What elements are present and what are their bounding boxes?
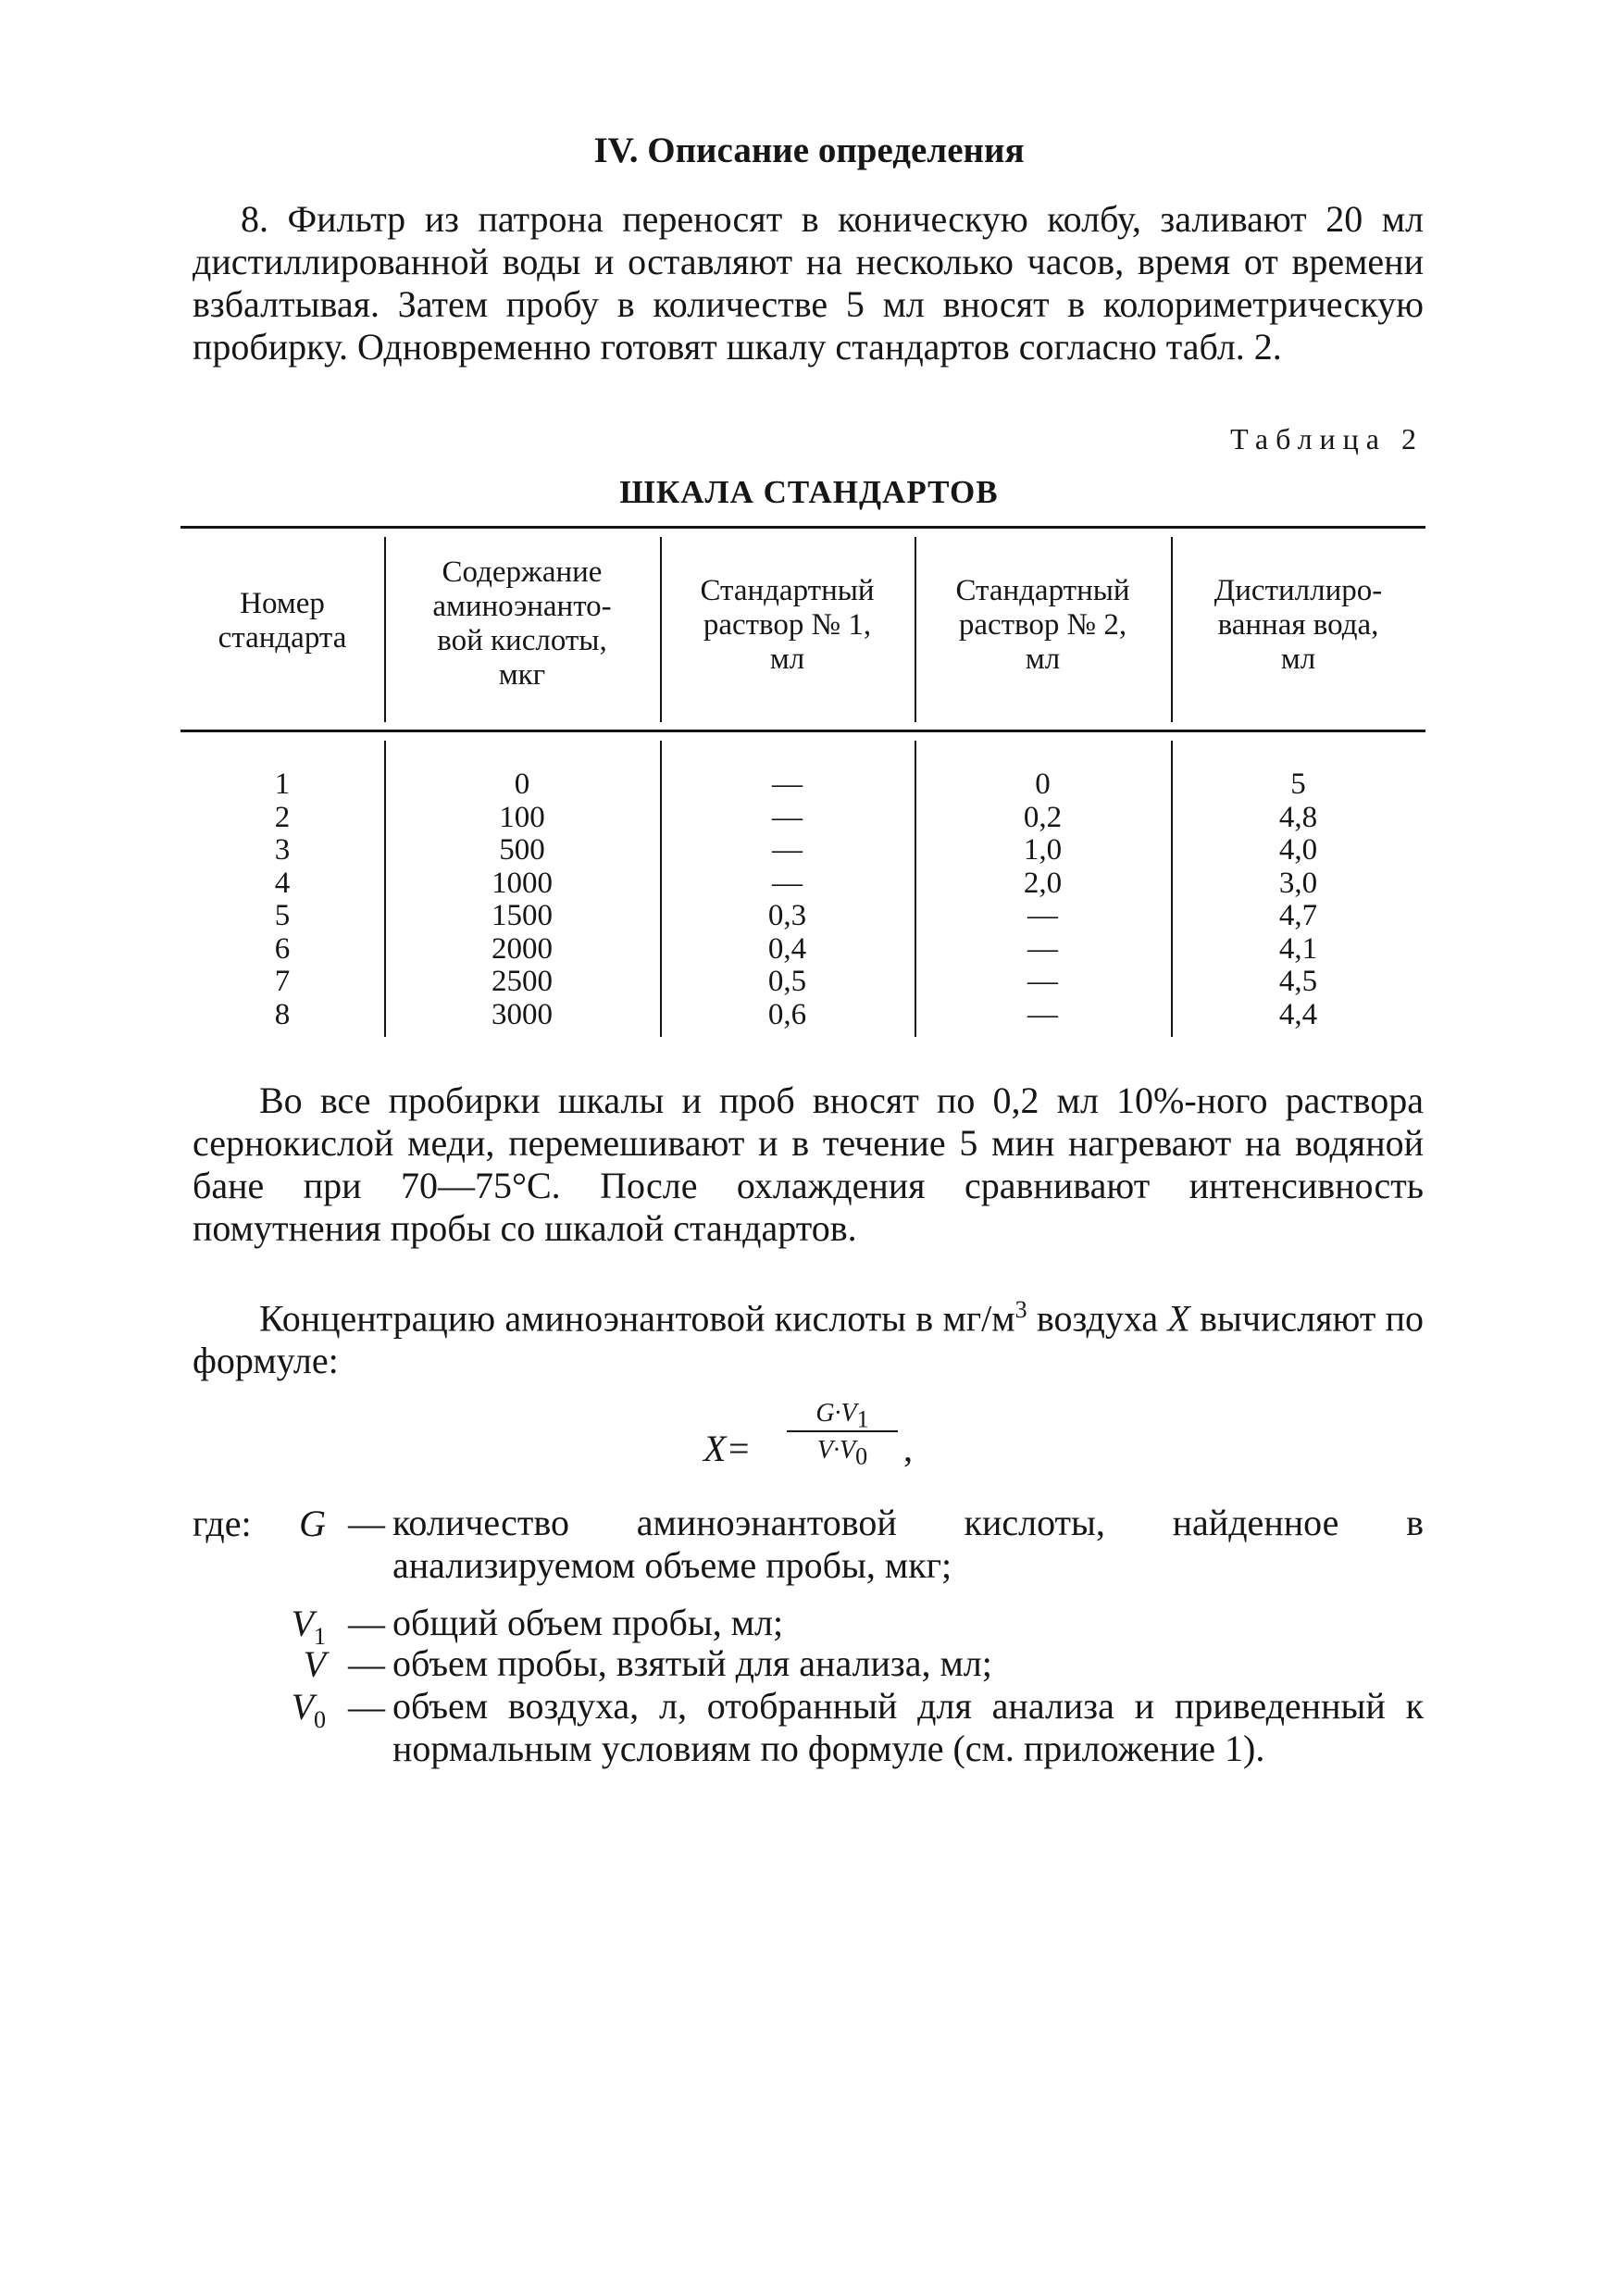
table-top-rule — [180, 526, 1425, 529]
table-cell: 0 — [1035, 767, 1051, 801]
table-cell: 3,0 — [1278, 866, 1318, 900]
table-cell: 7 — [274, 965, 291, 998]
table-cell: 2000 — [492, 931, 553, 966]
column-header: Номер стандарта — [218, 587, 347, 655]
formula-comma: , — [903, 1428, 913, 1469]
table-cell: 5 — [274, 899, 291, 932]
table-cell: 3 — [274, 833, 291, 867]
column-header: Содержание аминоэнанто- вой кислоты, мкг — [432, 555, 612, 692]
table-cell: 4,8 — [1278, 800, 1318, 834]
column-header: Стандартный раствор № 2, мл — [955, 574, 1130, 676]
definition-symbol: $V_1$ — [291, 1603, 326, 1650]
column-header: Дистиллиро- ванная вода, мл — [1214, 574, 1383, 676]
table-cell: — — [1027, 997, 1058, 1031]
paragraph-concentration — [193, 1289, 1424, 1382]
section-heading: IV. Описание определения — [593, 131, 1025, 170]
table-cell: 4,7 — [1278, 899, 1318, 932]
paragraph-8: 8. Фильтр из патрона переносят в коническую колбу, заливают 20 мл дистиллированной воды и оставляют на несколько часов, время от времени взбалтывая. Затем пробу в количестве 5 мл вносят в колориметрическую пробирку. Одновременно готовят шкалу стандартов согласно табл. 2. — [193, 198, 1424, 368]
formula — [703, 1393, 944, 1495]
concentration-text-2: воздуха — [1027, 1297, 1168, 1340]
table-title: ШКАЛА СТАНДАРТОВ — [619, 474, 999, 510]
definition-dash: — — [348, 1686, 385, 1728]
definition-dash: — — [348, 1603, 385, 1644]
definition-text: объем воздуха, л, отобранный для анализа и приведенный к нормальным условиям по формуле (см. приложение 1). — [392, 1685, 1424, 1769]
formula-denominator: $V\cdot V_0$ — [816, 1436, 868, 1470]
table-cell: 6 — [274, 931, 291, 966]
table-cell: 1500 — [492, 899, 553, 932]
formula-lhs: X= — [703, 1428, 752, 1469]
concentration-text: Концентрацию аминоэнантовой кислоты в мг/м — [259, 1297, 1015, 1340]
table-cell: — — [1027, 931, 1058, 966]
definition-symbol: $V_0$ — [291, 1686, 326, 1733]
table-header-rule — [180, 730, 1425, 732]
table-cell: 4,0 — [1278, 833, 1318, 867]
table-cell: 500 — [499, 833, 545, 867]
table-cell: — — [772, 833, 803, 867]
concentration-text-3: вычисляют по формуле: — [193, 1297, 1424, 1382]
table-cell: 0,5 — [767, 965, 807, 998]
table-cell: 3000 — [492, 997, 553, 1031]
definition-text: количество аминоэнантовой кислоты, найденное в анализируемом объеме пробы, мкг; — [392, 1502, 1424, 1586]
table-cell: 0,2 — [1023, 800, 1063, 834]
variable-x: X — [1167, 1297, 1190, 1340]
table-cell: 4,1 — [1278, 931, 1318, 966]
definition-text: общий объем пробы, мл; — [392, 1602, 784, 1643]
table-cell: 0,4 — [767, 931, 807, 966]
definition-symbol: G — [299, 1503, 326, 1544]
definition-dash: — — [348, 1643, 385, 1685]
table-cell: 2500 — [492, 965, 553, 998]
table-cell: — — [1027, 899, 1058, 932]
table-cell: 2 — [274, 800, 291, 834]
table-cell: 8 — [274, 997, 291, 1031]
table-cell: 1000 — [492, 866, 553, 900]
table-cell: 4 — [274, 866, 291, 900]
unit-exponent: 3 — [1014, 1296, 1027, 1323]
table-cell: — — [772, 800, 803, 834]
table-cell: 4,5 — [1278, 965, 1318, 998]
table-cell: — — [772, 767, 803, 801]
definition-symbol: V — [303, 1643, 326, 1685]
table-cell: 1,0 — [1023, 833, 1063, 867]
paragraph-procedure: Во все пробирки шкалы и проб вносят по 0,2 мл 10%-ного раствора сернокислой меди, перемешивают и в течение 5 мин нагревают на водяной бане при 70—75°С. После охлаждения сравнивают интенсивность помутнения пробы со шкалой стандартов. — [193, 1079, 1424, 1249]
definition-text: объем пробы, взятый для анализа, мл; — [392, 1642, 992, 1684]
table-cell: 0,6 — [767, 997, 807, 1031]
table-label: Таблица 2 — [1230, 422, 1424, 455]
table-cell: 0,3 — [767, 899, 807, 932]
definition-dash: — — [348, 1503, 385, 1544]
table-cell: — — [772, 866, 803, 900]
formula-numerator: $G\cdot V_1$ — [815, 1399, 869, 1433]
table-cell: 2,0 — [1023, 866, 1063, 900]
table-cell: 100 — [499, 800, 545, 834]
where-intro: где: — [193, 1503, 252, 1544]
table-cell: — — [1027, 965, 1058, 998]
table-cell: 1 — [274, 767, 291, 801]
formula-fraction — [787, 1393, 898, 1469]
column-header: Стандартный раствор № 1, мл — [700, 574, 875, 676]
table-cell: 0 — [514, 767, 530, 801]
table-cell: 5 — [1290, 767, 1306, 801]
table-cell: 4,4 — [1278, 997, 1318, 1031]
